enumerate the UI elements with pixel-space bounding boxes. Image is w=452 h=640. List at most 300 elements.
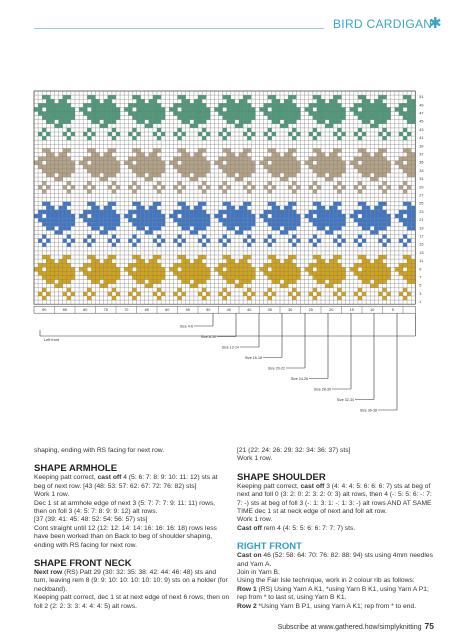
intro-text-right-2: Work 1 row. bbox=[237, 455, 273, 463]
chart-stitch bbox=[67, 267, 71, 271]
chart-stitch bbox=[366, 173, 370, 177]
chart-stitch bbox=[313, 189, 317, 193]
chart-stitch bbox=[214, 161, 218, 165]
chart-stitch bbox=[206, 169, 210, 173]
chart-stitch bbox=[337, 128, 341, 132]
chart-stitch bbox=[67, 169, 71, 173]
chart-stitch bbox=[223, 181, 227, 185]
chart-stitch bbox=[67, 288, 71, 292]
chart-stitch bbox=[337, 288, 341, 292]
chart-stitch bbox=[268, 243, 272, 247]
chart-stitch bbox=[231, 153, 235, 157]
chart-stitch bbox=[284, 116, 288, 120]
row-label: 51 bbox=[419, 95, 424, 100]
chart-stitch bbox=[284, 103, 288, 107]
chart-stitch bbox=[141, 103, 145, 107]
chart-stitch bbox=[239, 210, 243, 214]
chart-stitch bbox=[141, 276, 145, 280]
chart-stitch bbox=[387, 165, 391, 169]
chart-stitch bbox=[116, 292, 120, 296]
chart-stitch bbox=[190, 103, 194, 107]
chart-stitch bbox=[276, 222, 280, 226]
chart-stitch bbox=[63, 276, 67, 280]
chart-stitch bbox=[178, 276, 182, 280]
chart-stitch bbox=[104, 112, 108, 116]
chart-stitch bbox=[219, 132, 223, 136]
chart-stitch bbox=[157, 103, 161, 107]
chart-stitch bbox=[63, 259, 67, 263]
chart-stitch bbox=[378, 202, 382, 206]
chart-stitch bbox=[276, 263, 280, 267]
chart-stitch bbox=[46, 116, 50, 120]
chart-stitch bbox=[128, 165, 132, 169]
chart-stitch bbox=[403, 222, 407, 226]
chart-stitch bbox=[182, 148, 186, 152]
chart-stitch bbox=[272, 120, 276, 124]
chart-stitch bbox=[288, 202, 292, 206]
chart-stitch bbox=[206, 165, 210, 169]
chart-stitch bbox=[157, 271, 161, 275]
chart-stitch bbox=[313, 136, 317, 140]
chart-stitch bbox=[63, 271, 67, 275]
chart-stitch bbox=[239, 153, 243, 157]
chart-stitch bbox=[100, 107, 104, 111]
chart-stitch bbox=[317, 214, 321, 218]
chart-stitch bbox=[96, 263, 100, 267]
chart-stitch bbox=[366, 267, 370, 271]
chart-stitch bbox=[141, 173, 145, 177]
stitch-labels bbox=[34, 306, 415, 313]
chart-stitch bbox=[206, 271, 210, 275]
chart-stitch bbox=[161, 276, 165, 280]
chart-stitch bbox=[383, 161, 387, 165]
chart-stitch bbox=[366, 271, 370, 275]
chart-stitch bbox=[317, 95, 321, 99]
chart-stitch bbox=[235, 124, 239, 128]
chart-stitch bbox=[313, 128, 317, 132]
chart-stitch bbox=[239, 284, 243, 288]
chart-stitch bbox=[79, 107, 83, 111]
chart-stitch bbox=[329, 120, 333, 124]
chart-stitch bbox=[149, 177, 153, 181]
chart-stitch bbox=[284, 271, 288, 275]
chart-stitch bbox=[198, 173, 202, 177]
chart-stitch bbox=[292, 189, 296, 193]
chart-stitch bbox=[46, 103, 50, 107]
chart-stitch bbox=[112, 107, 116, 111]
chart-stitch bbox=[104, 214, 108, 218]
chart-stitch bbox=[272, 148, 276, 152]
chart-stitch bbox=[272, 173, 276, 177]
chart-stitch bbox=[112, 173, 116, 177]
chart-stitch bbox=[325, 222, 329, 226]
chart-stitch bbox=[67, 263, 71, 267]
chart-stitch bbox=[362, 116, 366, 120]
size-markers bbox=[180, 313, 397, 412]
chart-stitch bbox=[63, 255, 67, 259]
chart-stitch bbox=[149, 218, 153, 222]
chart-stitch bbox=[239, 214, 243, 218]
chart-stitch bbox=[46, 259, 50, 263]
chart-stitch bbox=[321, 206, 325, 210]
chart-stitch bbox=[161, 169, 165, 173]
chart-stitch bbox=[378, 222, 382, 226]
chart-stitch bbox=[276, 206, 280, 210]
chart-stitch bbox=[63, 112, 67, 116]
chart-stitch bbox=[153, 263, 157, 267]
chart-stitch bbox=[112, 235, 116, 239]
chart-stitch bbox=[288, 276, 292, 280]
chart-stitch bbox=[227, 214, 231, 218]
chart-stitch bbox=[55, 107, 59, 111]
chart-stitch bbox=[116, 222, 120, 226]
chart-stitch bbox=[247, 189, 251, 193]
chart-stitch bbox=[87, 202, 91, 206]
chart-stitch bbox=[59, 222, 63, 226]
chart-stitch bbox=[186, 259, 190, 263]
chart-stitch bbox=[128, 271, 132, 275]
chart-stitch bbox=[288, 132, 292, 136]
chart-stitch bbox=[358, 218, 362, 222]
chart-stitch bbox=[182, 239, 186, 243]
chart-stitch bbox=[243, 107, 247, 111]
chart-stitch bbox=[268, 103, 272, 107]
chart-stitch bbox=[333, 116, 337, 120]
chart-stitch bbox=[132, 112, 136, 116]
chart-stitch bbox=[378, 267, 382, 271]
chart-stitch bbox=[190, 177, 194, 181]
chart-stitch bbox=[247, 165, 251, 169]
chart-stitch bbox=[128, 103, 132, 107]
chart-stitch bbox=[268, 181, 272, 185]
chart-stitch bbox=[194, 276, 198, 280]
chart-stitch bbox=[116, 161, 120, 165]
row-label: 5 bbox=[419, 283, 422, 288]
chart-stitch bbox=[137, 276, 141, 280]
chart-stitch bbox=[42, 288, 46, 292]
chart-stitch bbox=[374, 165, 378, 169]
chart-stitch bbox=[219, 218, 223, 222]
chart-stitch bbox=[354, 214, 358, 218]
chart-stitch bbox=[223, 202, 227, 206]
chart-stitch bbox=[288, 280, 292, 284]
chart-stitch bbox=[67, 280, 71, 284]
chart-stitch bbox=[104, 263, 108, 267]
chart-stitch bbox=[178, 148, 182, 152]
chart-stitch bbox=[333, 214, 337, 218]
chart-stitch bbox=[329, 116, 333, 120]
chart-stitch bbox=[112, 222, 116, 226]
chart-stitch bbox=[342, 276, 346, 280]
chart-stitch bbox=[329, 103, 333, 107]
chart-stitch bbox=[276, 214, 280, 218]
chart-stitch bbox=[358, 263, 362, 267]
chart-stitch bbox=[227, 202, 231, 206]
chart-stitch bbox=[342, 165, 346, 169]
chart-stitch bbox=[383, 255, 387, 259]
size-label: Size 16-18 bbox=[244, 355, 262, 360]
chart-stitch bbox=[288, 239, 292, 243]
chart-stitch bbox=[337, 255, 341, 259]
chart-stitch bbox=[243, 161, 247, 165]
chart-stitch bbox=[198, 165, 202, 169]
chart-stitch bbox=[272, 161, 276, 165]
chart-stitch bbox=[55, 230, 59, 234]
chart-stitch bbox=[362, 132, 366, 136]
chart-stitch bbox=[87, 189, 91, 193]
chart-stitch bbox=[137, 148, 141, 152]
chart-stitch bbox=[59, 284, 63, 288]
chart-stitch bbox=[149, 99, 153, 103]
chart-stitch bbox=[141, 259, 145, 263]
chart-stitch bbox=[112, 120, 116, 124]
chart-stitch bbox=[276, 107, 280, 111]
chart-stitch bbox=[132, 218, 136, 222]
chart-stitch bbox=[186, 103, 190, 107]
chart-stitch bbox=[223, 255, 227, 259]
chart-stitch bbox=[161, 292, 165, 296]
chart-stitch bbox=[59, 161, 63, 165]
chart-stitch bbox=[112, 271, 116, 275]
chart-stitch bbox=[145, 230, 149, 234]
chart-stitch bbox=[370, 103, 374, 107]
chart-stitch bbox=[309, 210, 313, 214]
chart-stitch bbox=[83, 292, 87, 296]
chart-stitch bbox=[411, 116, 415, 120]
chart-stitch bbox=[329, 124, 333, 128]
chart-stitch bbox=[91, 153, 95, 157]
chart-stitch bbox=[239, 263, 243, 267]
chart-stitch bbox=[83, 271, 87, 275]
chart-stitch bbox=[145, 177, 149, 181]
chart-stitch bbox=[333, 95, 337, 99]
chart-stitch bbox=[100, 267, 104, 271]
chart-stitch bbox=[137, 157, 141, 161]
chart-stitch bbox=[91, 271, 95, 275]
chart-stitch bbox=[231, 161, 235, 165]
chart-stitch bbox=[198, 292, 202, 296]
chart-stitch bbox=[235, 116, 239, 120]
chart-stitch bbox=[383, 288, 387, 292]
chart-stitch bbox=[276, 173, 280, 177]
chart-stitch bbox=[296, 271, 300, 275]
chart-stitch bbox=[321, 99, 325, 103]
chart-stitch bbox=[169, 161, 173, 165]
chart-stitch bbox=[366, 214, 370, 218]
chart-stitch bbox=[284, 157, 288, 161]
chart-stitch bbox=[325, 103, 329, 107]
chart-stitch bbox=[313, 181, 317, 185]
chart-stitch bbox=[284, 218, 288, 222]
chart-stitch bbox=[67, 116, 71, 120]
chart-stitch bbox=[321, 153, 325, 157]
chart-stitch bbox=[91, 112, 95, 116]
chart-stitch bbox=[116, 185, 120, 189]
chart-stitch bbox=[292, 107, 296, 111]
chart-stitch bbox=[182, 157, 186, 161]
chart-stitch bbox=[112, 161, 116, 165]
chart-stitch bbox=[243, 271, 247, 275]
chart-stitch bbox=[288, 169, 292, 173]
chart-stitch bbox=[399, 165, 403, 169]
chart-stitch bbox=[223, 157, 227, 161]
chart-stitch bbox=[284, 153, 288, 157]
chart-stitch bbox=[268, 165, 272, 169]
chart-stitch bbox=[276, 103, 280, 107]
chart-stitch bbox=[178, 288, 182, 292]
chart-stitch bbox=[186, 210, 190, 214]
chart-stitch bbox=[91, 276, 95, 280]
chart-stitch bbox=[407, 271, 411, 275]
chart-stitch bbox=[153, 116, 157, 120]
chart-stitch bbox=[219, 267, 223, 271]
chart-stitch bbox=[280, 222, 284, 226]
chart-stitch bbox=[124, 107, 128, 111]
chart-stitch bbox=[280, 116, 284, 120]
chart-stitch bbox=[153, 239, 157, 243]
chart-stitch bbox=[63, 165, 67, 169]
chart-stitch bbox=[194, 206, 198, 210]
chart-stitch bbox=[108, 292, 112, 296]
chart-stitch bbox=[362, 185, 366, 189]
chart-stitch bbox=[38, 239, 42, 243]
chart-stitch bbox=[67, 255, 71, 259]
chart-stitch bbox=[194, 173, 198, 177]
chart-stitch bbox=[231, 280, 235, 284]
chart-stitch bbox=[370, 222, 374, 226]
chart-stitch bbox=[173, 271, 177, 275]
chart-stitch bbox=[337, 276, 341, 280]
chart-stitch bbox=[235, 214, 239, 218]
chart-stitch bbox=[378, 95, 382, 99]
chart-stitch bbox=[173, 107, 177, 111]
chart-stitch bbox=[342, 239, 346, 243]
chart-stitch bbox=[387, 107, 391, 111]
chart-stitch bbox=[329, 226, 333, 230]
chart-stitch bbox=[87, 128, 91, 132]
chart-stitch bbox=[317, 148, 321, 152]
chart-stitch bbox=[96, 112, 100, 116]
chart-stitch bbox=[157, 161, 161, 165]
chart-stitch bbox=[227, 161, 231, 165]
chart-stitch bbox=[366, 259, 370, 263]
chart-stitch bbox=[87, 157, 91, 161]
chart-stitch bbox=[141, 169, 145, 173]
chart-stitch bbox=[292, 112, 296, 116]
chart-stitch bbox=[112, 202, 116, 206]
chart-stitch bbox=[387, 222, 391, 226]
chart-stitch bbox=[42, 296, 46, 300]
chart-stitch bbox=[67, 210, 71, 214]
chart-stitch bbox=[104, 267, 108, 271]
chart-stitch bbox=[87, 136, 91, 140]
chart-stitch bbox=[235, 222, 239, 226]
chart-stitch bbox=[292, 169, 296, 173]
chart-stitch bbox=[198, 120, 202, 124]
chart-stitch bbox=[63, 173, 67, 177]
chart-stitch bbox=[239, 226, 243, 230]
chart-stitch bbox=[153, 153, 157, 157]
chart-stitch bbox=[296, 276, 300, 280]
chart-stitch bbox=[108, 259, 112, 263]
chart-stitch bbox=[104, 120, 108, 124]
chart-stitch bbox=[292, 116, 296, 120]
chart-stitch bbox=[46, 280, 50, 284]
chart-stitch bbox=[333, 165, 337, 169]
chart-stitch bbox=[284, 214, 288, 218]
chart-stitch bbox=[104, 153, 108, 157]
chart-stitch bbox=[157, 128, 161, 132]
chart-stitch bbox=[337, 267, 341, 271]
chart-stitch bbox=[91, 169, 95, 173]
chart-stitch bbox=[243, 99, 247, 103]
chart-stitch bbox=[128, 107, 132, 111]
chart-stitch bbox=[333, 157, 337, 161]
chart-stitch bbox=[83, 103, 87, 107]
chart-stitch bbox=[399, 107, 403, 111]
chart-stitch bbox=[182, 107, 186, 111]
chart-stitch bbox=[194, 271, 198, 275]
left-text-column bbox=[34, 447, 230, 611]
chart-stitch bbox=[149, 206, 153, 210]
chart-stitch bbox=[141, 218, 145, 222]
chart-stitch bbox=[333, 222, 337, 226]
chart-stitch bbox=[354, 157, 358, 161]
chart-stitch bbox=[91, 173, 95, 177]
chart-stitch bbox=[194, 222, 198, 226]
chart-stitch bbox=[264, 239, 268, 243]
chart-stitch bbox=[374, 210, 378, 214]
chart-stitch bbox=[104, 169, 108, 173]
front-para-4: Row 1 (RS) Using Yarn A K1, *using Yarn B K1, using Yarn A P1; rep from * to last st, using Yarn B K1. bbox=[237, 585, 429, 602]
chart-stitch bbox=[91, 148, 95, 152]
chart-stitch bbox=[141, 206, 145, 210]
chart-stitch bbox=[235, 276, 239, 280]
row-label: 13 bbox=[419, 250, 424, 255]
chart-stitch bbox=[124, 214, 128, 218]
chart-stitch bbox=[280, 214, 284, 218]
chart-stitch bbox=[34, 214, 38, 218]
chart-stitch bbox=[198, 206, 202, 210]
chart-stitch bbox=[366, 120, 370, 124]
chart-stitch bbox=[145, 276, 149, 280]
chart-stitch bbox=[178, 181, 182, 185]
chart-stitch bbox=[342, 271, 346, 275]
stitch-label: 20 bbox=[329, 308, 334, 313]
chart-stitch bbox=[284, 169, 288, 173]
chart-stitch bbox=[67, 271, 71, 275]
chart-stitch bbox=[104, 222, 108, 226]
chart-stitch bbox=[280, 157, 284, 161]
chart-stitch bbox=[313, 202, 317, 206]
stitch-label: 65 bbox=[144, 308, 149, 313]
chart-stitch bbox=[399, 112, 403, 116]
chart-stitch bbox=[223, 112, 227, 116]
chart-stitch bbox=[333, 239, 337, 243]
chart-stitch bbox=[329, 210, 333, 214]
chart-stitch bbox=[149, 112, 153, 116]
chart-stitch bbox=[288, 148, 292, 152]
chart-stitch bbox=[383, 128, 387, 132]
size-label: Size 28-30 bbox=[313, 387, 331, 392]
chart-stitch bbox=[321, 107, 325, 111]
chart-stitch bbox=[272, 107, 276, 111]
chart-stitch bbox=[194, 103, 198, 107]
chart-stitch bbox=[223, 148, 227, 152]
chart-stitch bbox=[59, 124, 63, 128]
chart-stitch bbox=[132, 202, 136, 206]
chart-stitch bbox=[145, 157, 149, 161]
